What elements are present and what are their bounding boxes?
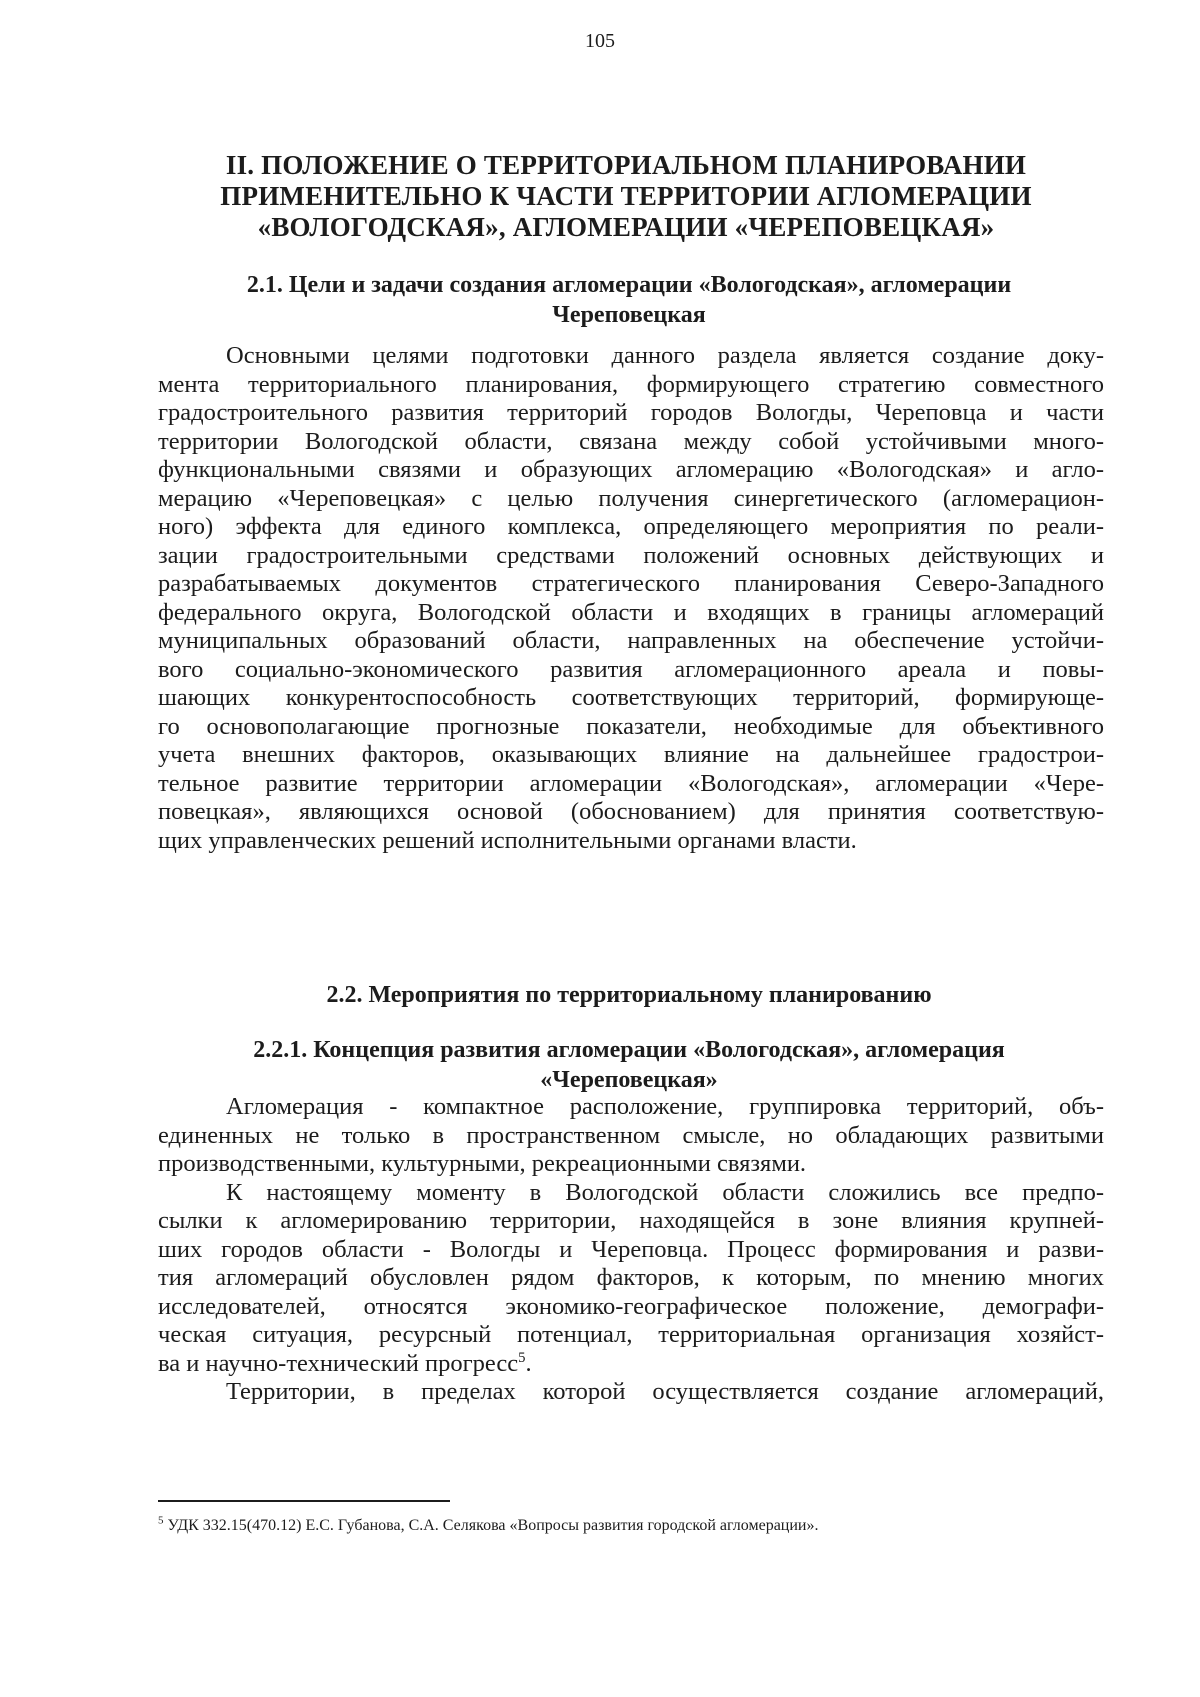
text-line: ного) эффекта для единого комплекса, определяющего мероприятия по реали- bbox=[158, 513, 1104, 540]
paragraph bbox=[158, 1179, 1104, 1379]
heading-line: 2.1. Цели и задачи создания агломерации «Вологодская», агломерации bbox=[246, 272, 1012, 298]
section-2-1-heading bbox=[160, 270, 1098, 330]
footnote-divider bbox=[158, 1500, 450, 1502]
text-line: ческая ситуация, ресурсный потенциал, территориальная организация хозяйст- bbox=[158, 1321, 1104, 1348]
text-line: вого социально-экономического развития агломерационного ареала и повы- bbox=[158, 655, 1104, 683]
text-line: зации градостроительными средствами положений основных действующих и bbox=[158, 541, 1104, 569]
chapter-title-line: «ВОЛОГОДСКАЯ», АГЛОМЕРАЦИИ «ЧЕРЕПОВЕЦКАЯ» bbox=[257, 212, 995, 242]
text-line: Агломерация - компактное расположение, группировка территорий, объ- bbox=[226, 1093, 1104, 1120]
page-number: 105 bbox=[585, 30, 615, 52]
text-line: учета внешних факторов, оказывающих влияние на дальнейшее градострои- bbox=[158, 741, 1104, 768]
text-line: го основополагающие прогнозные показатели, необходимые для объективного bbox=[158, 712, 1104, 740]
text-line: мента территориального планирования, формирующего стратегию совместного bbox=[158, 370, 1104, 398]
text-line: мерацию «Череповецкая» с целью получения синергетического (агломерацион- bbox=[158, 484, 1104, 512]
text-line: Основными целями подготовки данного раздела является создание доку- bbox=[226, 342, 1104, 369]
text-line: сылки к агломерированию территории, находящейся в зоне влияния крупней- bbox=[158, 1207, 1104, 1234]
text-line: Территории, в пределах которой осуществляется создание агломераций, bbox=[226, 1378, 1104, 1405]
footnote-reference[interactable]: 5 bbox=[518, 1349, 526, 1366]
text-line: разрабатываемых документов стратегического планирования Северо-Западного bbox=[158, 570, 1104, 597]
text-line-with-footnote bbox=[158, 1350, 1104, 1379]
text-line: федерального округа, Вологодской области и входящих в границы агломераций bbox=[158, 598, 1104, 626]
section-2-2-1-heading bbox=[160, 1035, 1098, 1095]
heading-line: 2.2. Мероприятия по территориальному планированию bbox=[326, 982, 932, 1008]
heading-line: Череповецкая bbox=[552, 302, 706, 328]
footnote bbox=[158, 1516, 1088, 1536]
text-line: ших городов области - Вологды и Череповца. Процесс формирования и разви- bbox=[158, 1235, 1104, 1263]
text-line: шающих конкурентоспособность соответствующих территорий, формирующе- bbox=[158, 684, 1104, 711]
text-line: щих управленческих решений исполнительными органами власти. bbox=[158, 826, 857, 854]
heading-line: 2.2.1. Концепция развития агломерации «Вологодская», агломерация bbox=[253, 1037, 1005, 1063]
text-line: исследователей, относятся экономико-географическое положение, демографи- bbox=[158, 1292, 1104, 1320]
chapter-title-line: II. ПОЛОЖЕНИЕ О ТЕРРИТОРИАЛЬНОМ ПЛАНИРОВАНИИ bbox=[225, 150, 1027, 180]
text-line: функциональными связями и образующих агломерацию «Вологодская» и агло- bbox=[158, 456, 1104, 483]
chapter-title-line: ПРИМЕНИТЕЛЬНО К ЧАСТИ ТЕРРИТОРИИ АГЛОМЕРАЦИИ bbox=[220, 181, 1032, 211]
text-line: тия агломераций обусловлен рядом факторов, к которым, по мнению многих bbox=[158, 1264, 1104, 1291]
text-line: единенных не только в пространственном смысле, но обладающих развитыми bbox=[158, 1121, 1104, 1149]
heading-line: «Череповецкая» bbox=[540, 1067, 718, 1093]
text-line: производственными, культурными, рекреационными связями. bbox=[158, 1150, 807, 1177]
paragraph bbox=[158, 1378, 1104, 1407]
text-line: градостроительного развития территорий городов Вологды, Череповца и части bbox=[158, 399, 1104, 426]
section-2-2-1-text bbox=[158, 1093, 1104, 1407]
chapter-title bbox=[170, 150, 1082, 243]
text-line: повецкая», являющихся основой (обоснованием) для принятия соответствую- bbox=[158, 798, 1104, 825]
footnote-number: 5 bbox=[158, 1514, 164, 1527]
section-2-1-paragraph bbox=[158, 342, 1104, 855]
text-line: тельное развитие территории агломерации «Вологодская», агломерации «Чере- bbox=[158, 769, 1104, 797]
text-line: ва и научно-технический прогресс bbox=[158, 1349, 519, 1377]
footnote-text: УДК 332.15(470.12) Е.С. Губанова, С.А. Селякова «Вопросы развития городской агломерации». bbox=[163, 1517, 819, 1534]
text-line: территории Вологодской области, связана между собой устойчивыми много- bbox=[158, 427, 1104, 455]
text-line: К настоящему моменту в Вологодской области сложились все предпо- bbox=[226, 1178, 1104, 1206]
section-2-2-heading bbox=[160, 980, 1098, 1010]
text-line: муниципальных образований области, направленных на обеспечение устойчи- bbox=[158, 627, 1104, 654]
sentence-period: . bbox=[525, 1349, 532, 1377]
paragraph bbox=[158, 1093, 1104, 1179]
